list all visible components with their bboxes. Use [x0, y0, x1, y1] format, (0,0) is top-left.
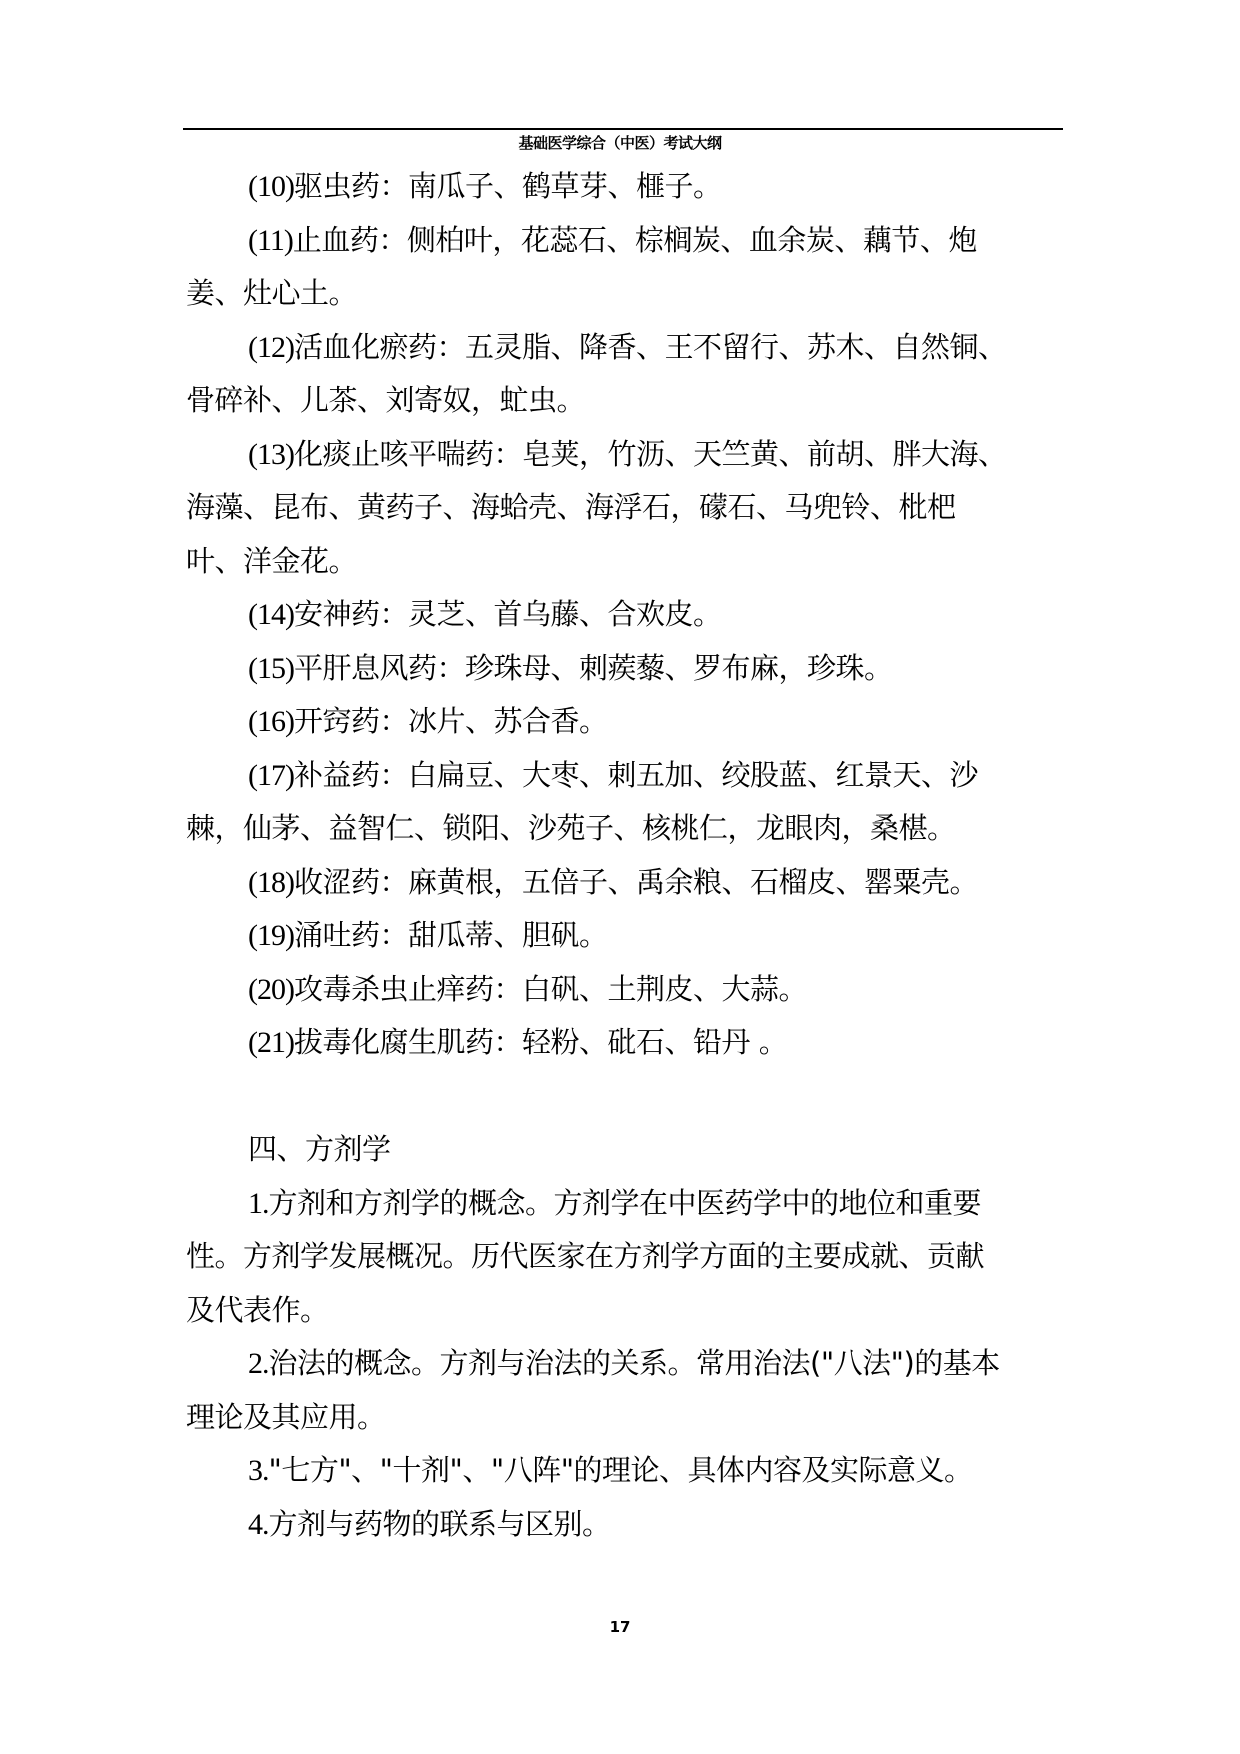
- item-text: 涌吐药：甜瓜蒂、胆矾。: [293, 918, 608, 952]
- list-item: [186, 909, 1066, 963]
- item-text: 活血化瘀药：五灵脂、降香、王不留行、苏木、自然铜、: [293, 329, 1007, 364]
- item-number: (14): [248, 598, 294, 631]
- list-item-continuation: 棘，仙茅、益智仁、锁阳、沙苑子、核桃仁，龙眼肉，桑椹。: [186, 811, 956, 845]
- list-item: [186, 749, 1066, 803]
- item-number: (12): [248, 330, 294, 364]
- list-item-continuation: 骨碎补、儿茶、刘寄奴，虻虫。: [186, 383, 586, 417]
- item-text: 化痰止咳平喘药：皂荚，竹沥、天竺黄、前胡、胖大海、: [293, 436, 1007, 471]
- item-text: 止血药：侧柏叶，花蕊石、棕榈炭、血余炭、藕节、炮: [292, 222, 977, 257]
- item-text: 开窍药：冰片、苏合香。: [293, 704, 608, 738]
- item-number: (21): [248, 1026, 294, 1059]
- list-item-continuation: 海藻、昆布、黄药子、海蛤壳、海浮石，礞石、马兜铃、枇杷: [186, 490, 956, 524]
- point-number: 4.: [248, 1507, 269, 1541]
- list-item: [186, 1016, 1066, 1070]
- item-text: 拔毒化腐生肌药：轻粉、砒石、铅丹 。: [293, 1025, 788, 1059]
- item-number: (19): [248, 919, 294, 952]
- item-number: (11): [248, 223, 293, 257]
- point-number: 3.: [248, 1454, 269, 1487]
- page-number: 17: [609, 1618, 631, 1636]
- section-point: [186, 1498, 1066, 1552]
- list-item: [186, 428, 1066, 482]
- list-item-continuation: 叶、洋金花。: [186, 543, 358, 578]
- list-item: [186, 963, 1066, 1017]
- list-item: [186, 856, 1066, 910]
- blank-line: [186, 1070, 1066, 1124]
- item-number: (13): [248, 437, 294, 471]
- item-text: 补益药：白扁豆、大枣、刺五加、绞股蓝、红景天、沙: [293, 757, 978, 792]
- list-item: [186, 214, 1066, 268]
- section-point-continuation: 及代表作。: [186, 1292, 329, 1327]
- item-text: 收涩药：麻黄根，五倍子、禹余粮、石榴皮、罂粟壳。: [293, 864, 978, 899]
- list-item: [186, 588, 1066, 642]
- section-point-continuation: 性。方剂学发展概况。历代医家在方剂学方面的主要成就、贡献: [186, 1239, 985, 1273]
- page-body: [186, 160, 1066, 1551]
- item-number: (15): [248, 651, 294, 685]
- section-point-continuation: 理论及其应用。: [186, 1399, 386, 1434]
- section-point: [186, 1337, 1066, 1391]
- item-number: (20): [248, 972, 294, 1006]
- list-item: [186, 695, 1066, 749]
- item-number: (10): [248, 170, 294, 203]
- running-header: 基础医学综合（中医）考试大纲: [518, 134, 722, 152]
- point-text: 方剂与药物的联系与区别。: [268, 1506, 611, 1541]
- item-text: 安神药：灵芝、首乌藤、合欢皮。: [293, 597, 722, 631]
- section-point: [186, 1177, 1066, 1231]
- list-item-continuation: 姜、灶心土。: [186, 276, 358, 310]
- item-number: (17): [248, 758, 294, 792]
- list-item: [186, 160, 1066, 214]
- point-text: 方剂和方剂学的概念。方剂学在中医药学中的地位和重要: [268, 1185, 982, 1220]
- item-number: (18): [248, 865, 294, 899]
- point-text: "七方"、"十剂"、"八阵"的理论、具体内容及实际意义。: [268, 1453, 973, 1487]
- item-text: 攻毒杀虫止痒药：白矾、土荆皮、大蒜。: [293, 971, 807, 1006]
- point-text: 治法的概念。方剂与治法的关系。常用治法("八法")的基本: [268, 1346, 1000, 1380]
- item-text: 驱虫药：南瓜子、鹤草芽、榧子。: [293, 169, 722, 203]
- section-heading: 四、方剂学: [248, 1132, 391, 1166]
- header-rule: [183, 128, 1063, 130]
- item-text: 平肝息风药：珍珠母、刺蒺藜、罗布麻，珍珠。: [293, 650, 893, 685]
- list-item: [186, 642, 1066, 696]
- point-number: 2.: [248, 1347, 269, 1380]
- point-number: 1.: [248, 1186, 269, 1220]
- section-point: [186, 1444, 1066, 1498]
- item-number: (16): [248, 705, 294, 738]
- list-item: [186, 321, 1066, 375]
